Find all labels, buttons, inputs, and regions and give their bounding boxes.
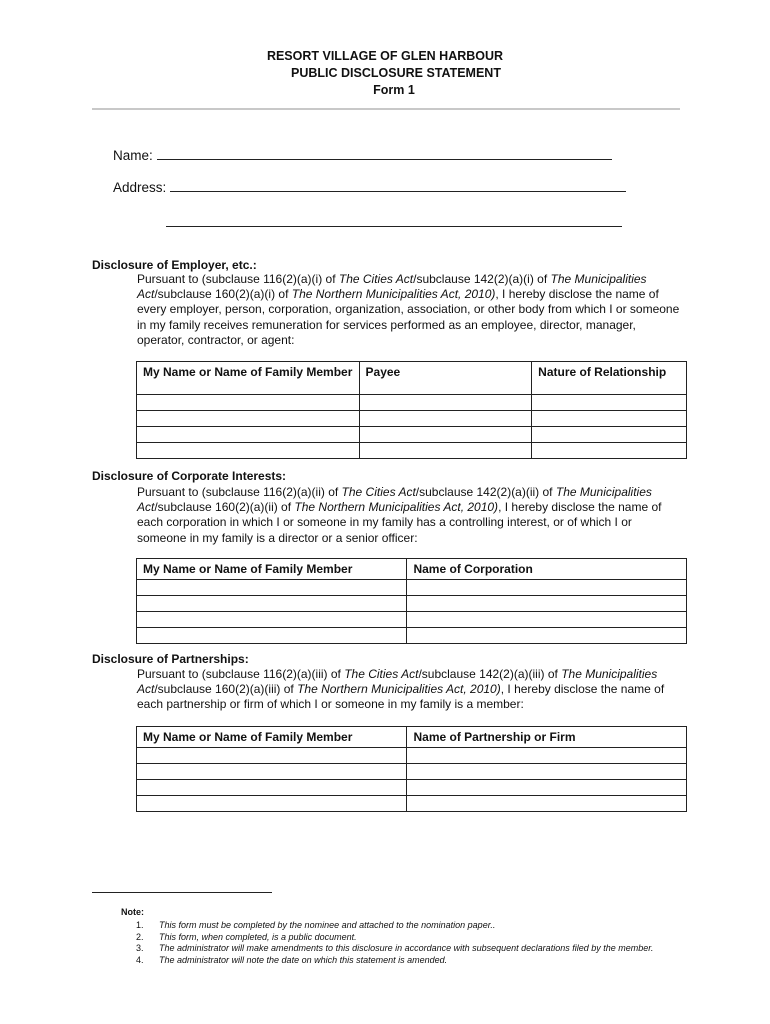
corporate-heading: Disclosure of Corporate Interests: [92,469,287,483]
table-cell[interactable] [532,427,687,443]
employer-col-relationship: Nature of Relationship [532,362,687,395]
table-row [137,427,687,443]
partnerships-paragraph [137,667,682,713]
table-row [137,596,687,612]
table-cell[interactable] [137,748,407,764]
form-header [0,48,770,99]
partnerships-col-firm: Name of Partnership or Firm [407,727,687,748]
table-cell[interactable] [137,764,407,780]
address-label: Address: [113,180,167,195]
employer-col-member: My Name or Name of Family Member [137,362,360,395]
table-row [137,780,687,796]
partnerships-table [136,726,687,812]
header-divider [92,108,680,110]
corporate-col-member: My Name or Name of Family Member [137,559,407,580]
employer-act-2: The Municipalities Act [137,272,647,302]
employer-heading: Disclosure of Employer, etc.: [92,258,257,272]
employer-text-3: /subclause 160(2)(a)(i) of [154,287,292,302]
note-text: The administrator will note the date on which this statement is amended. [159,954,448,965]
table-row [137,443,687,459]
partnerships-text-2: /subclause 142(2)(a)(iii) of [418,667,562,681]
partnerships-act-3: The Northern Municipalities Act, 2010) [297,682,501,697]
table-cell[interactable] [359,427,532,443]
partnerships-col-member: My Name or Name of Family Member [137,727,407,748]
table-row [137,628,687,644]
employer-text-2: /subclause 142(2)(a)(i) of [413,272,551,286]
corporate-act-2: The Municipalities Act [137,485,652,515]
table-cell[interactable] [137,596,407,612]
note-text: This form, when completed, is a public document. [159,931,357,942]
corporate-text-3: /subclause 160(2)(a)(ii) of [154,500,295,515]
table-cell[interactable] [407,796,687,812]
corporate-text-1: Pursuant to (subclause 116(2)(a)(ii) of [137,485,342,499]
employer-text-4: , I hereby disclose the name of every employer, person, corporation, organization, association, or other body from which I or someone in my family receives remuneration for services performed as an employee, director, manager, operator, contractor, or agent: [137,287,680,347]
employer-text-1: Pursuant to (subclause 116(2)(a)(i) of [137,272,339,286]
table-row [137,395,687,411]
note-label: Note: [121,907,144,917]
partnerships-heading: Disclosure of Partnerships: [92,652,249,666]
table-cell[interactable] [137,411,360,427]
table-cell[interactable] [532,443,687,459]
table-cell[interactable] [137,628,407,644]
table-row [137,580,687,596]
table-cell[interactable] [359,411,532,427]
corporate-paragraph [137,485,682,546]
partnerships-text-3: /subclause 160(2)(a)(iii) of [154,682,298,697]
table-row [137,748,687,764]
table-cell[interactable] [137,395,360,411]
table-cell[interactable] [532,411,687,427]
corporate-col-corporation: Name of Corporation [407,559,687,580]
list-item [120,955,680,967]
employer-table [136,361,687,459]
table-cell[interactable] [532,395,687,411]
address-line-2[interactable] [166,226,622,227]
address-line-1[interactable] [170,178,626,192]
footnote-divider [92,892,272,893]
table-cell[interactable] [359,395,532,411]
notes-list [120,920,680,966]
note-text: The administrator will make amendments to this disclosure in accordance with subsequent declarations filed by the member. [159,943,654,954]
table-cell[interactable] [137,780,407,796]
table-row [137,411,687,427]
table-cell[interactable] [407,748,687,764]
table-cell[interactable] [137,427,360,443]
table-row [137,764,687,780]
list-item [120,943,680,955]
table-cell[interactable] [137,796,407,812]
corporate-act-3: The Northern Municipalities Act, 2010) [294,500,499,515]
name-label: Name: [113,148,153,163]
partnerships-act-1: The Cities Act [344,667,419,681]
note-number: 4. [136,954,144,965]
table-cell[interactable] [359,443,532,459]
table-cell[interactable] [407,596,687,612]
note-number: 1. [136,920,144,930]
table-cell[interactable] [407,764,687,780]
header-line-1: RESORT VILLAGE OF GLEN HARBOUR [266,49,504,63]
note-number: 2. [136,931,144,942]
header-line-3: Form 1 [373,83,415,97]
partnerships-text-1: Pursuant to (subclause 116(2)(a)(iii) of [137,667,345,681]
partnerships-text-4: , I hereby disclose the name of each partnership or firm of which I or someone in my family is a member: [137,682,665,712]
table-cell[interactable] [137,612,407,628]
table-cell[interactable] [137,443,360,459]
employer-col-payee: Payee [359,362,532,395]
table-header-row [137,559,687,580]
header-line-2: PUBLIC DISCLOSURE STATEMENT [291,66,501,80]
table-cell[interactable] [407,628,687,644]
address-field [113,178,626,195]
table-header-row [137,362,687,395]
corporate-text-4: , I hereby disclose the name of each corporation in which I or someone in my family has a controlling interest, or of which I or someone in my family is a director or a senior officer: [137,500,662,545]
list-item [120,932,680,944]
partnerships-act-2: The Municipalities Act [137,667,658,697]
table-row [137,796,687,812]
list-item [120,920,680,932]
employer-paragraph [137,272,682,348]
name-line[interactable] [157,146,612,160]
table-cell[interactable] [407,612,687,628]
corporate-act-1: The Cities Act [341,485,416,499]
employer-act-1: The Cities Act [338,272,414,286]
table-cell[interactable] [407,580,687,596]
corporate-table [136,558,687,644]
note-number: 3. [136,943,144,954]
name-field [113,146,612,163]
table-header-row [137,727,687,748]
table-cell[interactable] [407,780,687,796]
employer-act-3: The Northern Municipalities Act, 2010) [291,287,496,302]
note-text: This form must be completed by the nominee and attached to the nomination paper.. [159,920,496,930]
table-row [137,612,687,628]
corporate-text-2: /subclause 142(2)(a)(ii) of [415,485,556,499]
table-cell[interactable] [137,580,407,596]
